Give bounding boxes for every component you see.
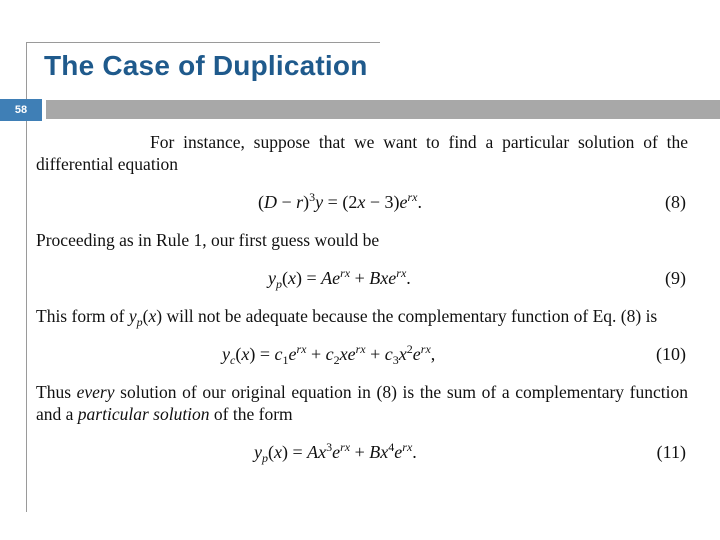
paragraph-conclusion (36, 381, 688, 425)
slide-number: 58 (0, 99, 42, 121)
paragraph-conclusion-lead: Thus (36, 382, 71, 402)
equation-11-number: (11) (656, 442, 686, 462)
equation-8-number: (8) (665, 192, 686, 212)
paragraph-intro: For instance, suppose that we want to find a particular solution of the differential equation (36, 132, 688, 174)
equation-9-number: (9) (665, 268, 686, 288)
equation-9-body: $y_p(x) = Ae^{rx} + Bxe^{rx}$. (268, 266, 411, 291)
equation-8 (36, 191, 688, 215)
paragraph-form-tail: will not be adequate because the complementary function of Eq. (8) is (166, 306, 658, 326)
equation-10-number: (10) (656, 344, 686, 364)
emphasis-every: every (76, 382, 115, 402)
equation-9 (36, 267, 688, 291)
equation-8-body: $(D - r)^3y = (2x - 3)e^{rx}$. (258, 190, 422, 212)
equation-11-body: $y_p(x) = Ax^3e^{rx} + Bx^4e^{rx}$. (254, 440, 417, 465)
equation-11 (36, 441, 688, 465)
slide-content (36, 131, 688, 479)
equation-10 (36, 343, 688, 367)
paragraph-form-lead: This form of (36, 306, 125, 326)
frame-top-line (26, 42, 380, 43)
inline-yp-symbol: $y_p(x)$ (128, 306, 163, 329)
paragraph-conclusion-tail: of the form (213, 404, 293, 424)
slide-title: The Case of Duplication (44, 50, 368, 81)
header-band (46, 100, 720, 119)
equation-10-body: $y_c(x) = c_1e^{rx} + c_2xe^{rx} + c_3x^2e^{rx}$, (222, 342, 436, 367)
emphasis-particular-solution: particular solution (77, 404, 210, 424)
paragraph-guess: Proceeding as in Rule 1, our first guess would be (36, 230, 380, 250)
paragraph-form (36, 305, 688, 327)
paragraph-conclusion-mid: solution of our original equation in (8) is the sum of a complementary function and a (36, 382, 688, 424)
